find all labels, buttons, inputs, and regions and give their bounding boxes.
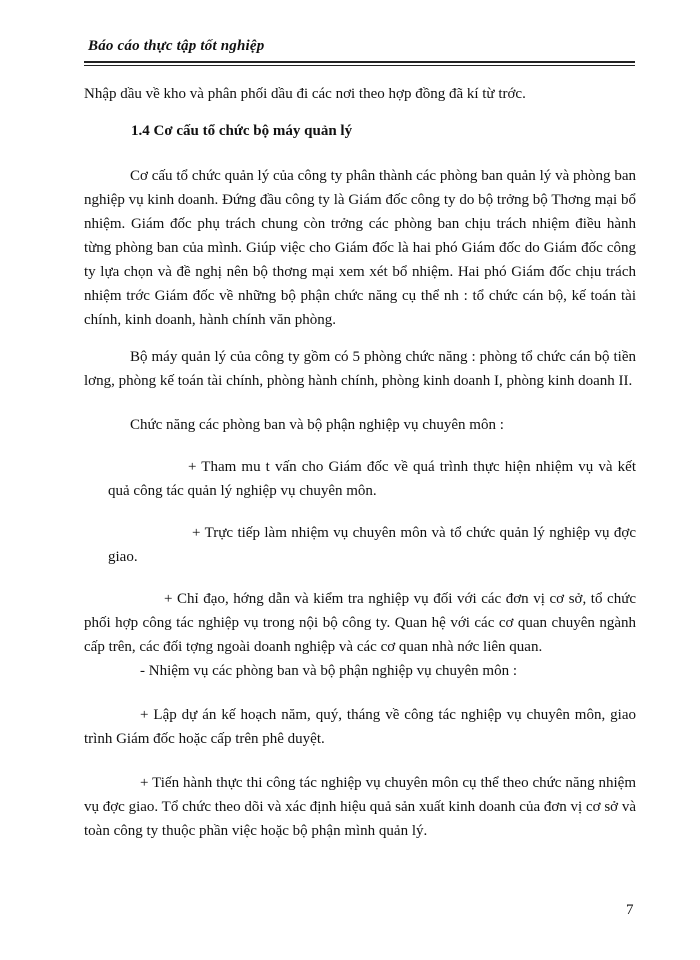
bullet-item: + Chỉ đạo, hớng dẫn và kiểm tra nghiệp vụ đối với các đơn vị cơ sở, tổ chức phối hợp công tác nghiệp vụ trong nội bộ công ty. Quan hệ với các cơ quan chuyên ngành cấp trên, các đối tợng ngoài doanh nghiệp và các cơ quan nhà nớc liên quan. — [84, 591, 636, 655]
header-rule-thick — [84, 61, 635, 63]
bullet-item: + Tiến hành thực thi công tác nghiệp vụ chuyên môn cụ thể theo chức năng nhiệm vụ đợc giao. Tổ chức theo dõi và xác định hiệu quả sản xuất kinh doanh của đơn vị cơ sở và toàn công ty thuộc phần việc hoặc bộ phận mình quản lý. — [84, 775, 636, 839]
bullet-item: + Lập dự án kế hoạch năm, quý, tháng về công tác nghiệp vụ chuyên môn, giao trình Giám đốc hoặc cấp trên phê duyệt. — [84, 707, 636, 747]
page-number: 7 — [626, 902, 634, 918]
dash-item: - Nhiệm vụ các phòng ban và bộ phận nghiệp vụ chuyên môn : — [140, 663, 517, 679]
page-body — [84, 73, 636, 843]
section-heading: 1.4 Cơ cấu tổ chức bộ máy quản lý — [131, 123, 353, 139]
header-rule-thin — [84, 65, 635, 66]
structure-paragraph: Cơ cấu tổ chức quản lý của công ty phân thành các phòng ban quản lý và phòng ban nghiệp vụ kinh doanh. Đứng đầu công ty là Giám đốc công ty do bộ trởng bộ Thơng mại bổ nhiệm. Giám đốc phụ trách chung còn trởng các phòng ban chịu trách nhiệm điều hành từng phòng ban của mình. Giúp việc cho Giám đốc là hai phó Giám đốc do Giám đốc công ty lựa chọn và đề nghị nên bộ thơng mại xem xét bổ nhiệm. Hai phó Giám đốc chịu trách nhiệm trớc Giám đốc về những bộ phận chức năng cụ thể nh : tổ chức cán bộ, kế toán tài chính, kinh doanh, hành chính văn phòng. — [84, 168, 636, 328]
bullet-item: + Tham mu t vấn cho Giám đốc về quá trình thực hiện nhiệm vụ và kết quả công tác quản lý nghiệp vụ chuyên môn. — [108, 459, 636, 499]
functions-paragraph: Chức năng các phòng ban và bộ phận nghiệp vụ chuyên môn : — [130, 417, 504, 433]
bullet-item: + Trực tiếp làm nhiệm vụ chuyên môn và tổ chức quản lý nghiệp vụ đợc giao. — [108, 525, 636, 565]
running-header-title: Báo cáo thực tập tốt nghiệp — [88, 38, 265, 54]
apparatus-paragraph: Bộ máy quản lý của công ty gồm có 5 phòng chức năng : phòng tổ chức cán bộ tiền lơng, phòng kế toán tài chính, phòng hành chính, phòng kinh doanh I, phòng kinh doanh II. — [84, 349, 636, 389]
intro-paragraph: Nhập dầu về kho và phân phối dầu đi các nơi theo hợp đồng đã kí từ trớc. — [84, 86, 526, 102]
